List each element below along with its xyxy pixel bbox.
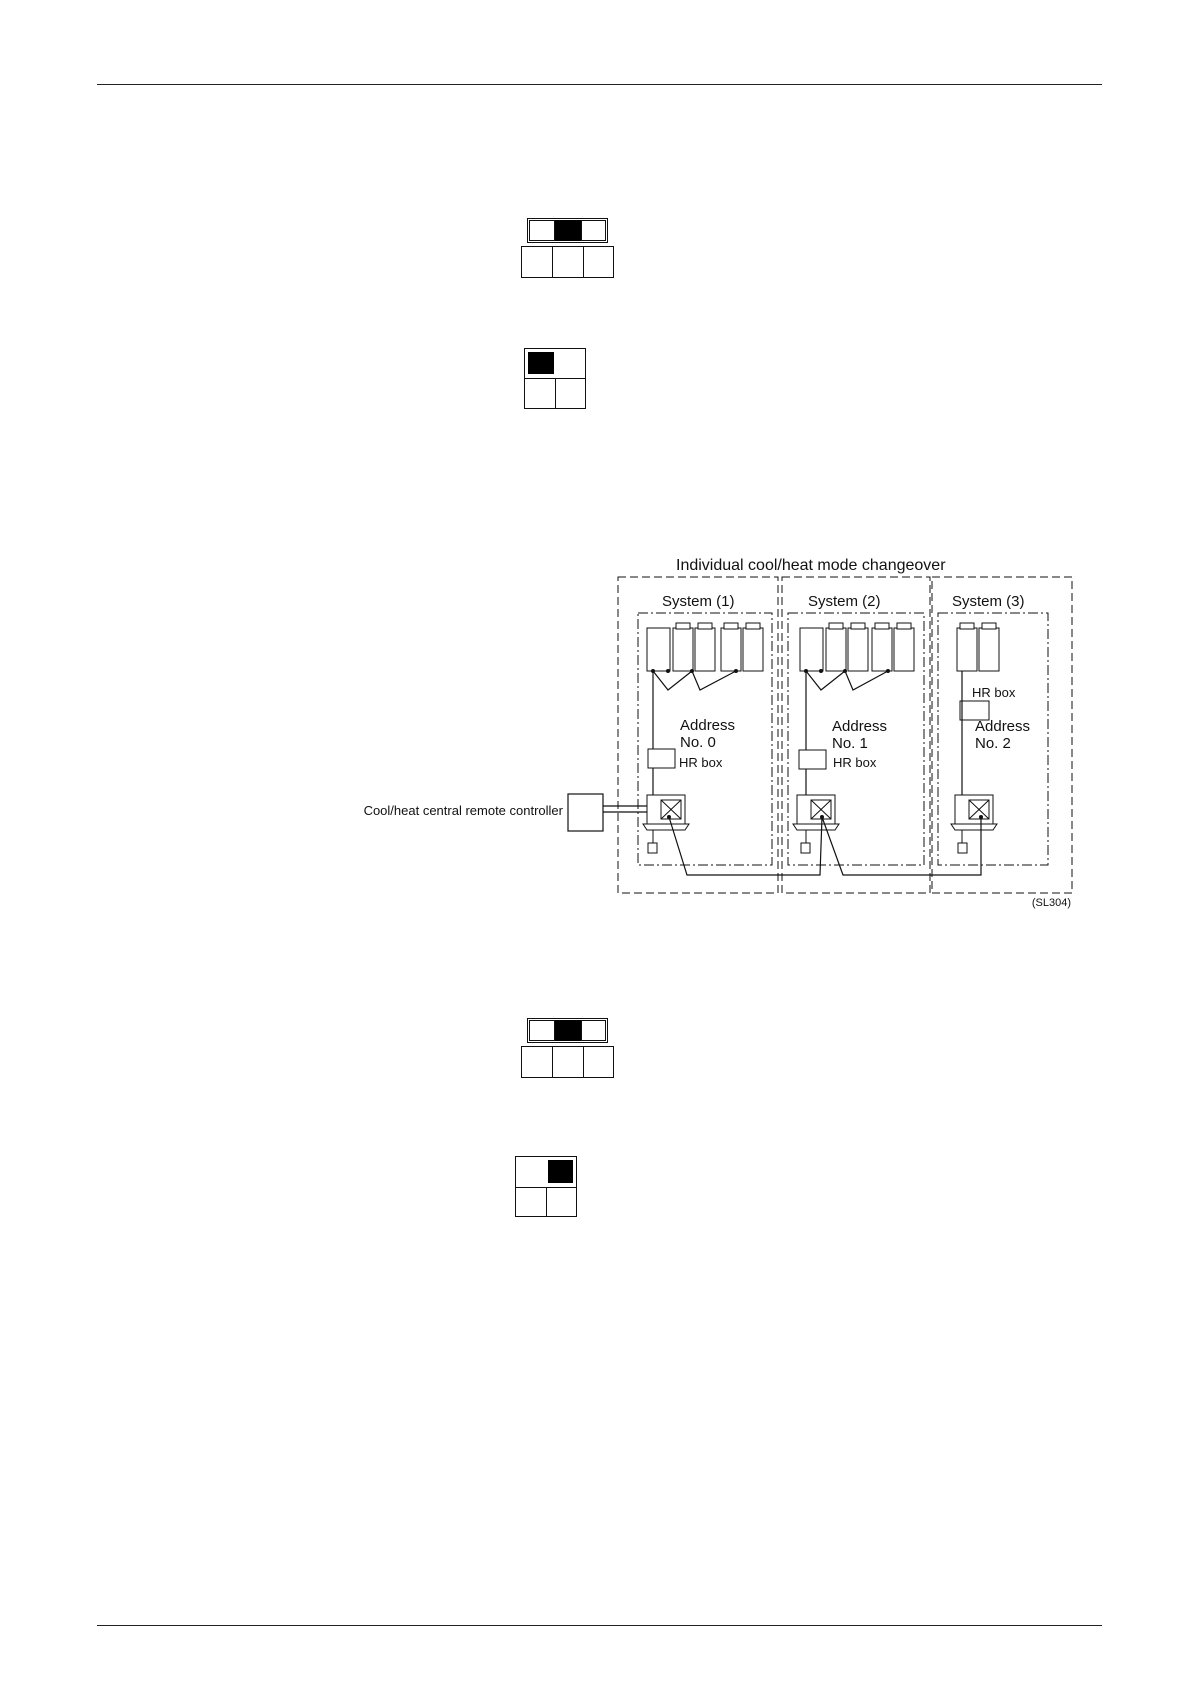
system-1-hr-box <box>648 749 675 768</box>
system-3-indoor-unit <box>951 795 997 853</box>
system-3-address-number: No. 2 <box>975 735 1011 752</box>
dip-switch-3-position <box>521 1018 614 1078</box>
system-2-hr-box-label: HR box <box>833 755 877 770</box>
switch-position-1 <box>529 1020 555 1041</box>
controller-label: Cool/heat central remote controller <box>363 803 563 818</box>
system-1-address-number: No. 0 <box>680 734 716 751</box>
system-2-hr-box <box>799 750 826 769</box>
system-3-label: System (3) <box>952 593 1025 610</box>
system-3-address-label: Address <box>975 718 1031 735</box>
dip-switch-2-position <box>515 1156 577 1217</box>
system-2-label: System (2) <box>808 593 881 610</box>
system-2-outdoor-units <box>800 623 914 671</box>
switch-position-2-on <box>555 1020 581 1041</box>
system-3-outdoor-units <box>957 623 999 671</box>
switch-position-2-on <box>548 1160 573 1183</box>
diagram-title: Individual cool/heat mode changeover <box>676 557 946 574</box>
switch-position-3 <box>581 1020 606 1041</box>
system-1-indoor-unit <box>643 795 689 853</box>
system-1-hr-box-label: HR box <box>679 755 723 770</box>
system-2-address-label: Address <box>832 718 888 735</box>
system-3-hr-box-label: HR box <box>972 685 1016 700</box>
figure-code: (SL304) <box>1031 897 1071 909</box>
central-remote-controller <box>568 794 603 831</box>
system-1-outdoor-units <box>647 623 763 671</box>
footer-rule <box>97 1625 1102 1626</box>
system-1-address-label: Address <box>680 717 736 734</box>
system-1-label: System (1) <box>662 593 735 610</box>
system-2-address-number: No. 1 <box>832 735 868 752</box>
